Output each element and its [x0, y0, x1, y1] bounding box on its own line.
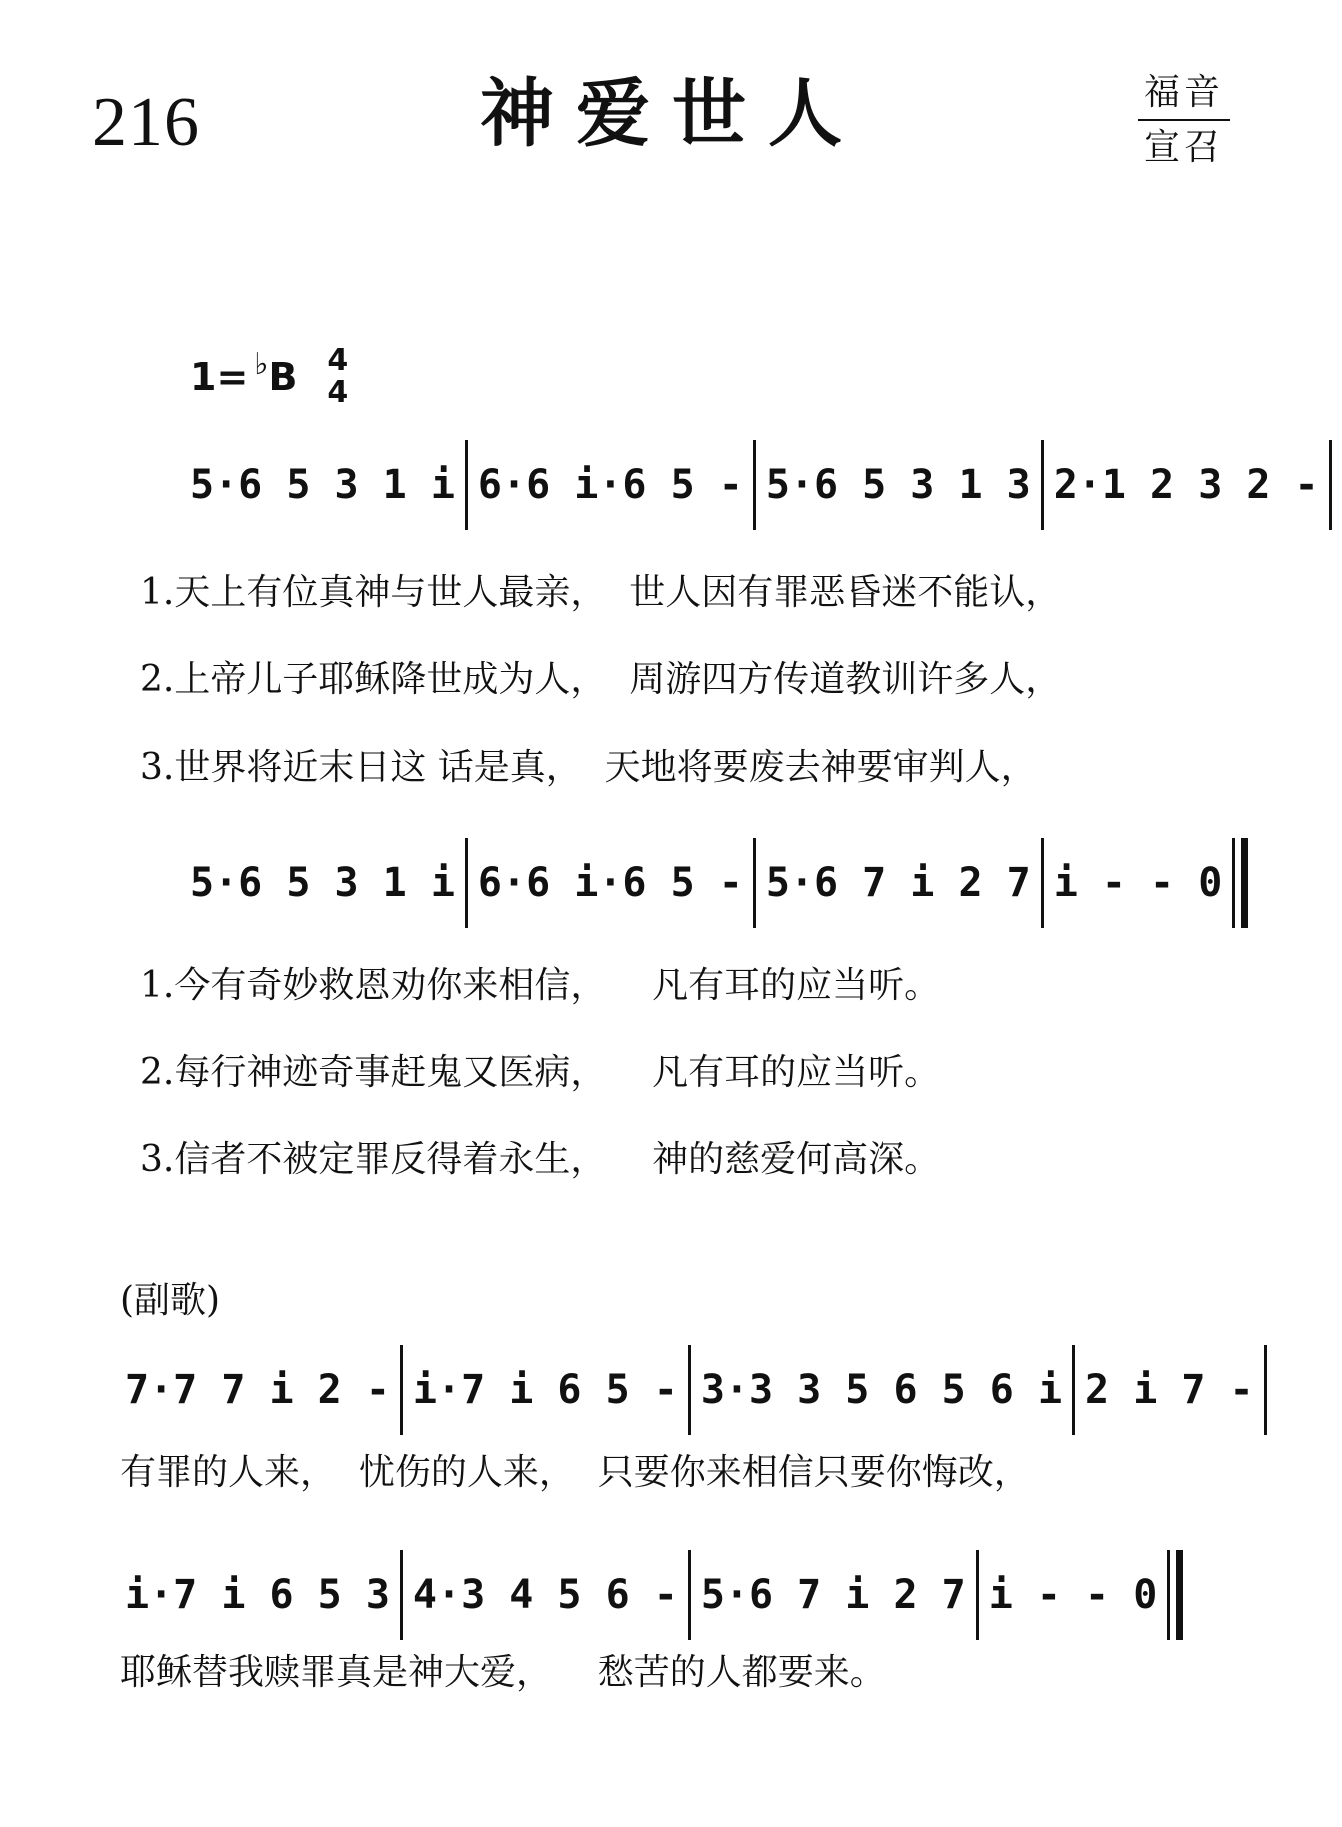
barline: [688, 1345, 691, 1435]
verse-notation-row-2: [190, 838, 1248, 948]
barline: [1041, 440, 1044, 530]
chorus-label: (副歌): [120, 1280, 221, 1321]
chorus-measure-2: i·7 i 6 5 -: [412, 1367, 678, 1413]
measure-8: i - - 0: [1053, 860, 1223, 906]
chorus-measure-3: 3·3 3 5 6 5 6 i: [700, 1367, 1063, 1413]
hymn-category: [1138, 70, 1230, 170]
measure-4: 2·1 2 3 2 -: [1053, 462, 1319, 508]
final-barline: [1167, 1550, 1183, 1640]
final-barline: [1232, 838, 1248, 928]
flat-icon: ♭: [254, 347, 269, 382]
measure-7: 5·6 7 i 2 7: [765, 860, 1031, 906]
time-denominator: 4: [327, 374, 349, 410]
hymn-number: 216: [92, 84, 200, 161]
chorus-measure-1: 7·7 7 i 2 -: [125, 1367, 390, 1413]
chorus-lyric-1: 有罪的人来， 忧伤的人来， 只要你来相信只要你悔改，: [120, 1452, 1030, 1493]
measure-3: 5·6 5 3 1 3: [765, 462, 1031, 508]
barline: [1072, 1345, 1075, 1435]
verse-lyric-1b: 1.今有奇妙救恩劝你来相信， 凡有耳的应当听。: [140, 965, 941, 1006]
chorus-measure-8: i - - 0: [988, 1572, 1158, 1618]
verse-lyric-3a: 3.世界将近末日这 话是真， 天地将要废去神要审判人，: [140, 747, 1037, 788]
measure-5: 5·6 5 3 1 i: [190, 860, 455, 906]
barline: [753, 838, 756, 928]
chorus-measure-5: i·7 i 6 5 3: [125, 1572, 390, 1618]
measure-1: 5·6 5 3 1 i: [190, 462, 455, 508]
key-letter: B: [268, 354, 298, 399]
verse-lyric-3b: 3.信者不被定罪反得着永生， 神的慈爱何高深。: [140, 1139, 941, 1180]
chorus-notation-row-1: [125, 1345, 1277, 1455]
barline: [465, 838, 468, 928]
barline: [1329, 440, 1332, 530]
chorus-lyric-2: 耶稣替我赎罪真是神大爱， 愁苦的人都要来。: [120, 1652, 886, 1693]
key-signature: [190, 345, 348, 408]
barline: [976, 1550, 979, 1640]
barline: [688, 1550, 691, 1640]
barline: [400, 1550, 403, 1640]
measure-2: 6·6 i·6 5 -: [477, 462, 743, 508]
verse-lyric-1a: 1.天上有位真神与世人最亲， 世人因有罪恶昏迷不能认，: [140, 572, 1062, 613]
category-line-2: 宣召: [1143, 127, 1224, 168]
barline: [1264, 1345, 1267, 1435]
barline: [465, 440, 468, 530]
verse-notation-row-1: [190, 440, 1342, 550]
verse-lyric-2b: 2.每行神迹奇事赶鬼又医病， 凡有耳的应当听。: [140, 1052, 941, 1093]
hymn-title: 神爱世人: [480, 71, 864, 157]
barline: [400, 1345, 403, 1435]
time-signature: [327, 345, 348, 408]
chorus-measure-6: 4·3 4 5 6 -: [412, 1572, 678, 1618]
key-prefix: 1=: [190, 354, 249, 399]
chorus-measure-7: 5·6 7 i 2 7: [700, 1572, 966, 1618]
chorus-measure-4: 2 i 7 -: [1085, 1367, 1254, 1413]
chorus-notation-row-2: [125, 1550, 1183, 1660]
verse-lyric-2a: 2.上帝儿子耶稣降世成为人， 周游四方传道教训许多人，: [140, 659, 1062, 700]
barline: [1041, 838, 1044, 928]
time-numerator: 4: [327, 343, 349, 378]
measure-6: 6·6 i·6 5 -: [477, 860, 743, 906]
barline: [753, 440, 756, 530]
category-line-1: 福音: [1138, 70, 1230, 121]
